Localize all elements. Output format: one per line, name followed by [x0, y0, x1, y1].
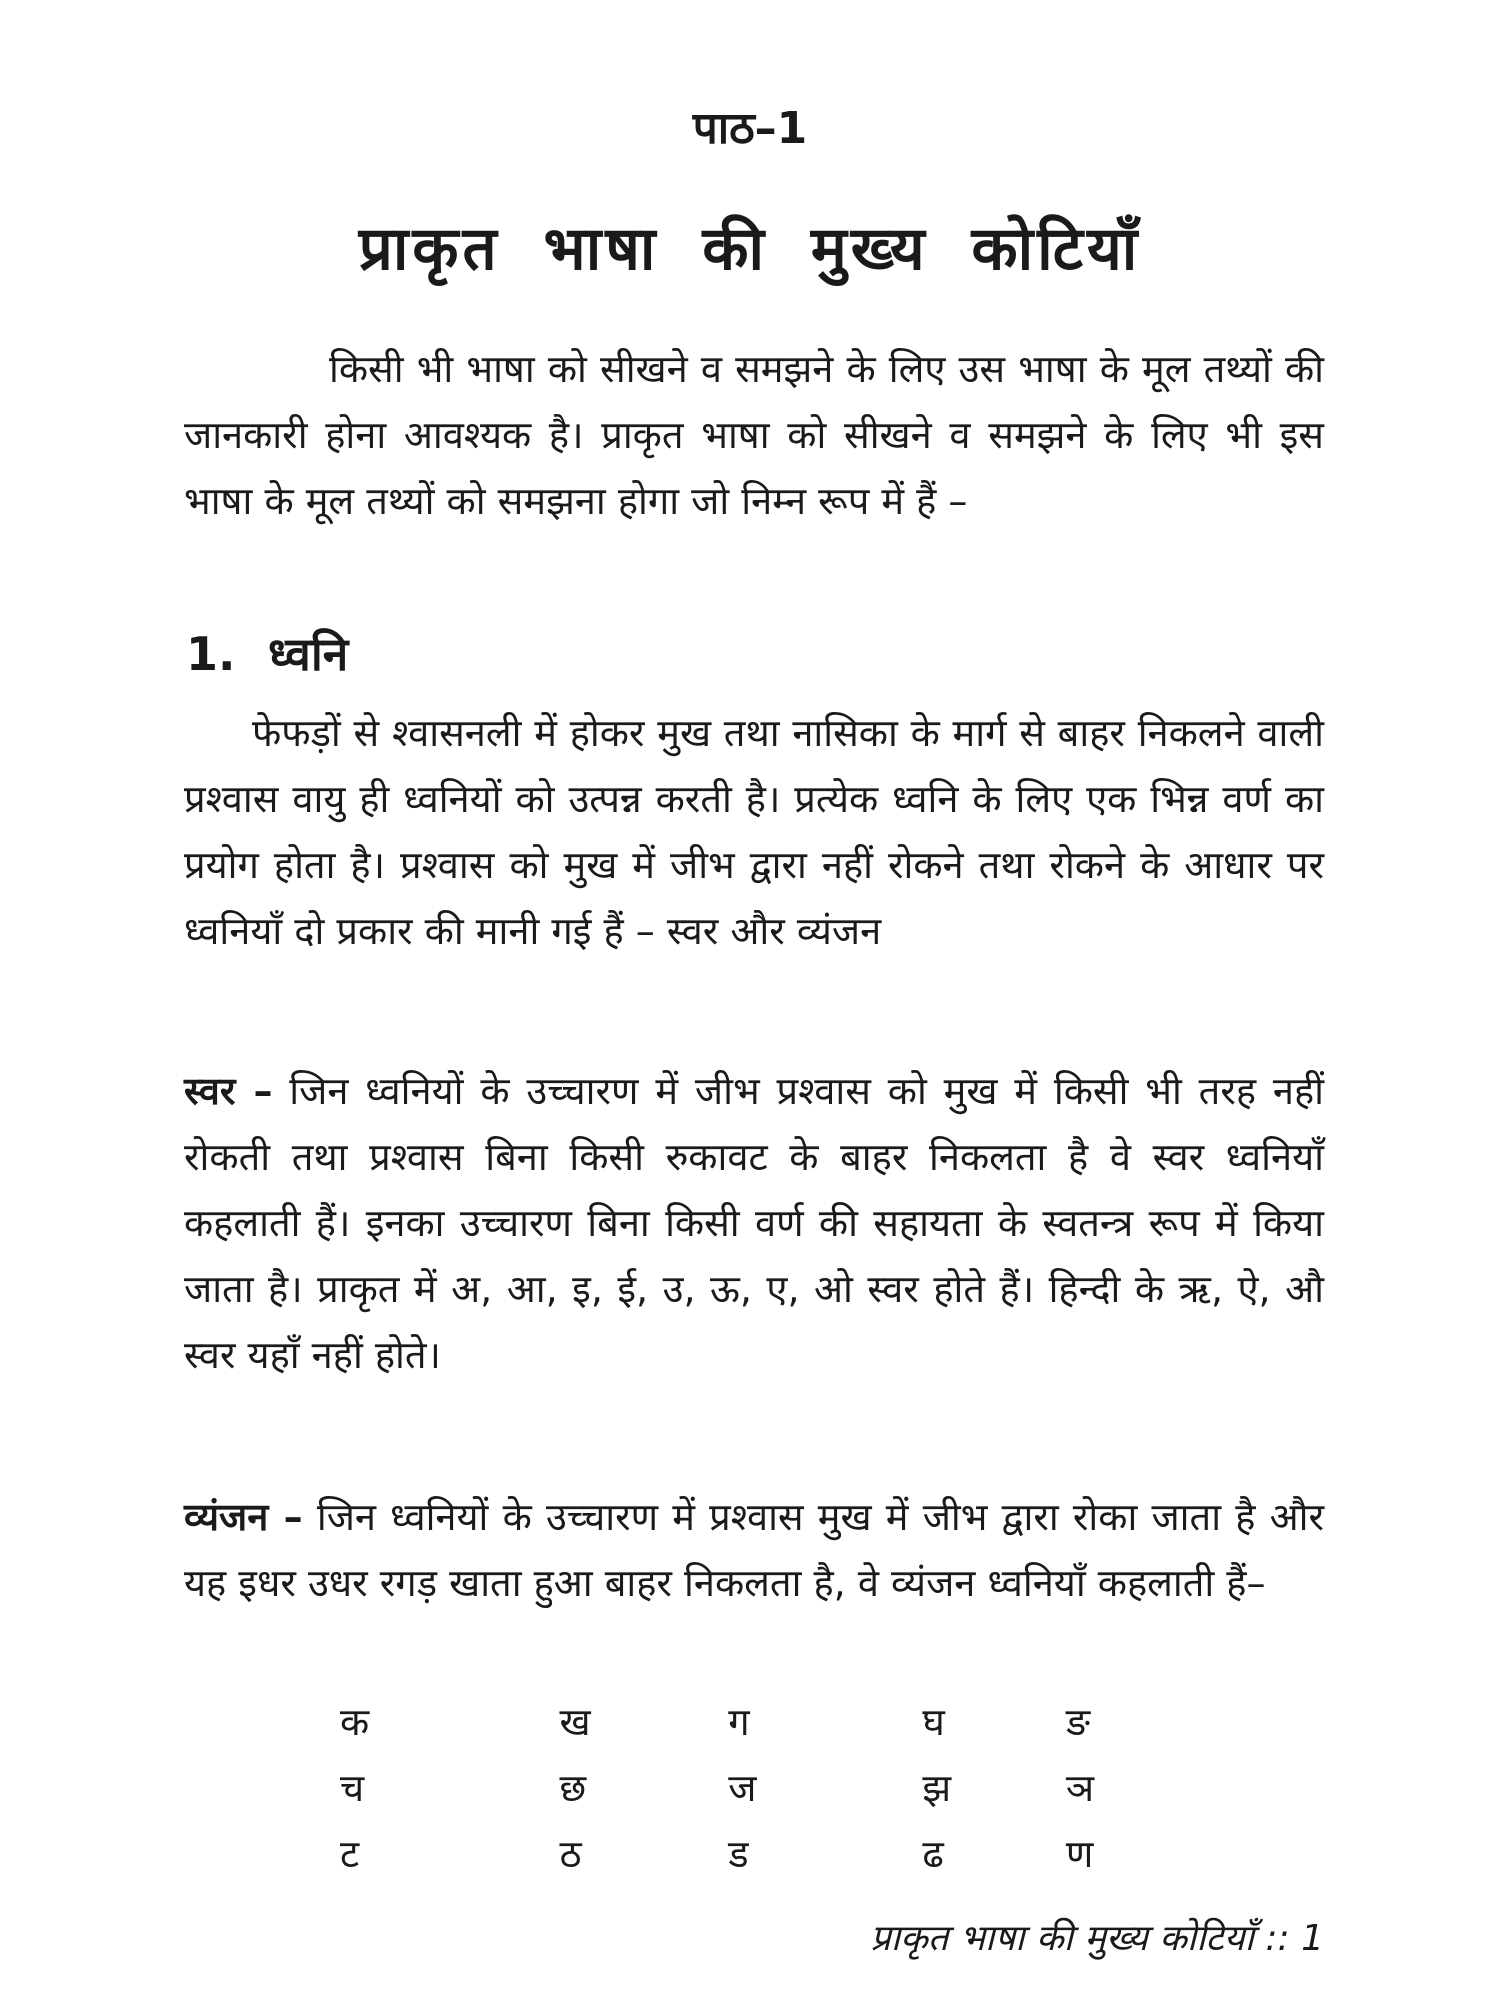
consonant-cell: ठ: [559, 1832, 582, 1876]
consonant-cell: ड: [728, 1832, 749, 1876]
consonant-cell: ज: [728, 1766, 757, 1810]
consonant-cell: क: [340, 1700, 370, 1744]
consonant-cell: ख: [559, 1700, 591, 1744]
consonant-cell: ण: [1065, 1832, 1094, 1876]
consonant-row: [340, 1754, 1260, 1820]
consonant-row: [340, 1688, 1260, 1754]
page-footer: [870, 1912, 1324, 1961]
consonant-grid: [340, 1688, 1260, 1886]
intro-paragraph: किसी भी भाषा को सीखने व समझने के लिए उस भाषा के मूल तथ्यों की जानकारी होना आवश्यक है। प्राकृत भाषा को सीखने व समझने के लिए भी इस भाषा के मूल तथ्यों को समझना होगा जो निम्न रूप में हैं –: [184, 347, 1324, 523]
vyanjan-paragraph: [184, 1484, 1324, 1616]
vyanjan-term: व्यंजन –: [184, 1495, 303, 1539]
consonant-row: [340, 1820, 1260, 1886]
consonant-cell: ट: [340, 1832, 360, 1876]
svar-term: स्वर –: [184, 1069, 273, 1113]
vyanjan-text: जिन ध्वनियों के उच्चारण में प्रश्वास मुख में जीभ द्वारा रोका जाता है और यह इधर उधर रगड़ खाता हुआ बाहर निकलता है, वे व्यंजन ध्वनियाँ कहलाती हैं–: [184, 1495, 1324, 1605]
svar-text: जिन ध्वनियों के उच्चारण में जीभ प्रश्वास को मुख में किसी भी तरह नहीं रोकती तथा प्रश्वास बिना किसी रुकावट के बाहर निकलता है वे स्वर ध्वनियाँ कहलाती हैं। इनका उच्चारण बिना किसी वर्ण की सहायता के स्वतन्त्र रूप में किया जाता है। प्राकृत में अ, आ, इ, ई, उ, ऊ, ए, ओ स्वर होते हैं। हिन्दी के ऋ, ऐ, औ स्वर यहाँ नहीं होते।: [184, 1069, 1324, 1377]
consonant-cell: ङ: [1065, 1700, 1091, 1744]
footer-separator: ::: [1265, 1918, 1290, 1959]
lesson-label: पाठ–1: [692, 103, 808, 154]
page-number: 1: [1301, 1918, 1324, 1959]
consonant-cell: च: [340, 1766, 365, 1810]
section-title: ध्वनि: [268, 627, 349, 681]
section-heading: [186, 622, 348, 684]
consonant-cell: घ: [922, 1700, 945, 1744]
chapter-title: प्राकृत भाषा की मुख्य कोटियाँ: [358, 214, 1142, 284]
section-number: 1.: [186, 627, 236, 681]
dhvani-paragraph: फेफड़ों से श्वासनली में होकर मुख तथा नासिका के मार्ग से बाहर निकलने वाली प्रश्वास वायु ही ध्वनियों को उत्पन्न करती है। प्रत्येक ध्वनि के लिए एक भिन्न वर्ण का प्रयोग होता है। प्रश्वास को मुख में जीभ द्वारा नहीं रोकने तथा रोकने के आधार पर ध्वनियाँ दो प्रकार की मानी गई हैं – स्वर और व्यंजन: [184, 711, 1324, 953]
consonant-cell: ढ: [922, 1832, 944, 1876]
running-title: प्राकृत भाषा की मुख्य कोटियाँ: [870, 1918, 1254, 1959]
consonant-cell: ग: [728, 1700, 750, 1744]
consonant-cell: छ: [559, 1766, 587, 1810]
consonant-cell: झ: [922, 1766, 952, 1810]
consonant-cell: ञ: [1065, 1766, 1095, 1810]
svar-paragraph: [184, 1058, 1324, 1388]
